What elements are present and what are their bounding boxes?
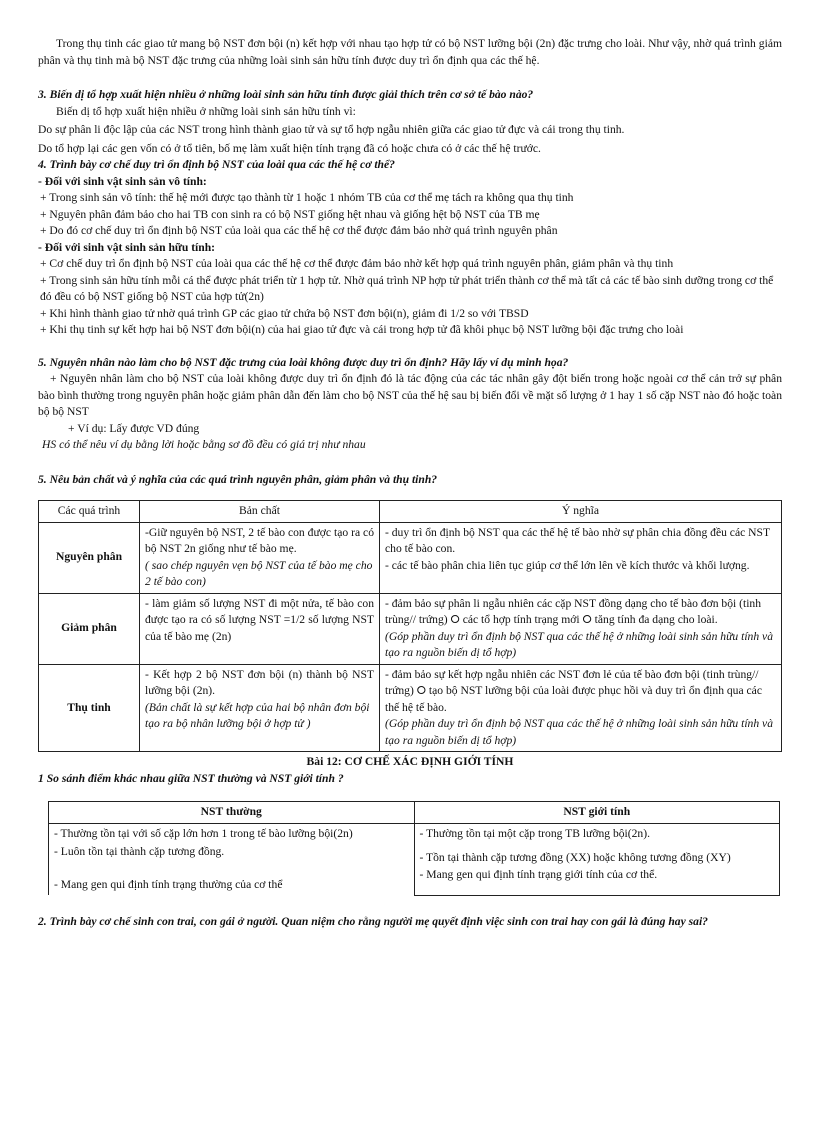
header-essence: Bản chất <box>140 501 380 523</box>
header-sex-chromosome: NST giới tính <box>414 802 780 824</box>
intro-paragraph: Trong thụ tinh các giao tử mang bộ NST đơn bội (n) kết hợp với nhau tạo hợp tử có bộ NST lưỡng bội (2n) đặc trưng cho loài. Như vậy, nhờ quá trình giảm phân và thụ tinh mà bộ NST đặc trưng của những loài sinh sản hữu tính được duy trì ổn định qua các thế hệ. <box>38 37 782 67</box>
q4-title: 4. Trình bày cơ chế duy trì ổn định bộ NST của loài qua các thế hệ cơ thể? <box>38 158 395 171</box>
process-essence <box>140 593 380 664</box>
q3-title: 3. Biến dị tổ hợp xuất hiện nhiều ở những loài sinh sản hữu tính được giải thích trên cơ sở tế bào nào? <box>38 88 534 101</box>
essence-note: ( sao chép nguyên vẹn bộ NST của tế bào mẹ cho 2 tế bào con) <box>145 558 373 588</box>
process-meaning <box>380 593 782 664</box>
process-essence <box>140 522 380 593</box>
q4-asexual-item: + Nguyên phân đảm bảo cho hai TB con sinh ra có bộ NST giống hệt nhau và giống hệt bộ NST của TB mẹ <box>40 207 540 221</box>
sex-chromosome-cell: - Thường tồn tại một cặp trong TB lưỡng bội(2n). <box>419 826 650 840</box>
sex-chromosome-cell: - Tồn tại thành cặp tương đồng (XX) hoặc không tương đồng (XY) <box>419 851 731 864</box>
essence-text: -Giữ nguyên bộ NST, 2 tế bào con được tạo ra có bộ NST 2n giống như tế bào mẹ. <box>145 525 374 555</box>
lesson-q1: 1 So sánh điểm khác nhau giữa NST thường và NST giới tính ? <box>38 771 344 785</box>
lesson-title: Bài 12: CƠ CHẾ XÁC ĐỊNH GIỚI TÍNH <box>306 755 514 768</box>
q5b-title: 5. Nêu bản chất và ý nghĩa của các quá trình nguyên phân, giảm phân và thụ tinh? <box>38 472 438 486</box>
meaning-text: - đảm bảo sự kết hợp ngẫu nhiên các NST đơn lẻ của tế bào đơn bội (tinh trùng// trứng) ⭘ tạo bộ NST lưỡng bội của loài được phục hồi và duy trì ổn định qua các thế hệ tế bào. <box>385 667 762 714</box>
meaning-text: - đảm bảo sự phân li ngẫu nhiên các cặp NST đồng dạng cho tế bào đơn bội (tinh trùng// trứng) ⭘ các tổ hợp tính trạng mới ⭘ tăng tính đa dạng cho loài. <box>385 596 762 626</box>
q3-item: Do sự phân li độc lập của các NST trong hình thành giao tử và sự tổ hợp ngẫu nhiên giữa các giao tử đực và cái trong thụ tinh. <box>38 123 625 136</box>
essence-note: (Bản chất là sự kết hợp của hai bộ nhân đơn bội tạo ra bộ nhân lưỡng bội ở hợp tử ) <box>145 700 370 730</box>
autosome-cell: - Luôn tồn tại thành cặp tương đồng. <box>54 845 225 858</box>
q4-sexual-item: + Khi hình thành giao tử nhờ quá trình GP các giao tử chứa bộ NST đơn bội(n), giảm đi 1/2 so với TBSD <box>40 306 529 320</box>
essence-text: - Kết hợp 2 bộ NST đơn bội (n) thành bộ NST lưỡng bội (2n). <box>145 667 374 697</box>
header-process: Các quá trình <box>39 501 140 523</box>
q5a-title: 5. Nguyên nhân nào làm cho bộ NST đặc trưng của loài không được duy trì ổn định? Hãy lấy ví dụ minh họa? <box>38 355 569 369</box>
process-name: Giảm phân <box>39 593 140 664</box>
nst-comparison-table <box>48 801 780 896</box>
table-row <box>39 522 782 593</box>
table-row <box>39 664 782 752</box>
meaning-note: (Góp phần duy trì ổn định bộ NST qua các thế hệ ở những loài sinh sản hữu tính và tạo ra nguồn biến dị tổ hợp) <box>385 629 773 659</box>
document-page <box>38 36 782 930</box>
q4-sexual-item: + Trong sinh sản hữu tính mỗi cá thể được phát triển từ 1 hợp tử. Nhờ quá trình NP hợp tử phát triển thành cơ thể mà tất cả các tế bào sinh dưỡng trong cơ thể đó đều có bộ NST giống bộ NST của hợp tử(2n) <box>40 273 774 303</box>
q4-asexual-item: + Do đó cơ chế duy trì ổn định bộ NST của loài qua các thế hệ cơ thể được đảm bảo nhờ quá trình nguyên phân <box>40 224 558 237</box>
table-header-row <box>49 802 780 824</box>
table-row <box>49 823 780 895</box>
autosome-cell: - Thường tồn tại với số cặp lớn hơn 1 trong tế bào lưỡng bội(2n) <box>54 826 353 840</box>
process-name: Nguyên phân <box>39 522 140 593</box>
q4-asexual-heading: - Đối với sinh vật sinh sản vô tính: <box>38 174 207 188</box>
header-meaning: Ý nghĩa <box>380 501 782 523</box>
table-row <box>39 593 782 664</box>
autosome-cell: - Mang gen qui định tính trạng thường của cơ thể <box>54 877 283 891</box>
table-header-row <box>39 501 782 523</box>
lesson-q2: 2. Trình bày cơ chế sinh con trai, con gái ở người. Quan niệm cho rằng người mẹ quyết định việc sinh con trai hay con gái là đúng hay sai? <box>38 914 708 928</box>
q5a-example: + Ví dụ: Lấy được VD đúng <box>68 421 200 435</box>
meaning-note: (Góp phần duy trì ổn định bộ NST qua các thế hệ ở những loài sinh sản hữu tính và tạo ra nguồn biến dị tổ hợp) <box>385 717 773 747</box>
q3-item: Do tổ hợp lại các gen vốn có ở tổ tiên, bố mẹ làm xuất hiện tính trạng đã có hoặc chưa có ở các thế hệ trước. <box>38 141 541 155</box>
q4-asexual-item: + Trong sinh sản vô tính: thế hệ mới được tạo thành từ 1 hoặc 1 nhóm TB của cơ thể mẹ tách ra không qua thụ tinh <box>40 191 574 204</box>
processes-table <box>38 500 782 752</box>
sex-chromosome-cell: - Mang gen qui định tính trạng giới tính của cơ thể. <box>419 867 658 881</box>
q4-sexual-item: + Cơ chế duy trì ổn định bộ NST của loài qua các thế hệ cơ thể được đảm bảo nhờ kết hợp quá trình nguyên phân, giảm phân và thụ tinh <box>40 257 674 270</box>
header-autosome: NST thường <box>49 802 415 824</box>
meaning-text: - duy trì ổn định bộ NST qua các thế hệ tế bào nhờ sự phân chia đồng đều các NST cho tế bào con. - các tế bào phân chia liên tục giúp cơ thể lớn lên về kích thước và khối lượng. <box>385 525 770 572</box>
q3-lead: Biến dị tổ hợp xuất hiện nhiều ở những loài sinh sản hữu tính vì: <box>56 104 356 118</box>
q5a-note: HS có thể nêu ví dụ bằng lời hoặc bằng sơ đồ đều có giá trị như nhau <box>42 438 366 451</box>
essence-text: - làm giảm số lượng NST đi một nửa, tế bào con được tạo ra có số lượng NST =1/2 số lượng NST của tế bào mẹ (2n) <box>145 596 374 643</box>
q5a-cause: + Nguyên nhân làm cho bộ NST của loài không được duy trì ổn định đó là tác động của các tác nhân gây đột biến trong hoặc ngoài cơ thể cản trở sự phân bào bình thường trong nguyên phân hoặc giảm phân dẫn đến làm cho bộ NST của thế hệ sau bị biến đổi về mặt số lượng ở 1 hay 1 số cặp NST nào đó hoặc toàn bộ bộ NST <box>38 372 782 418</box>
q4-sexual-item: + Khi thụ tinh sự kết hợp hai bộ NST đơn bội(n) của hai giao tử đực và cái trong hợp tử đã khôi phục bộ NST lưỡng bội đặc trưng cho loài <box>40 323 684 336</box>
process-essence <box>140 664 380 752</box>
process-name: Thụ tinh <box>39 664 140 752</box>
process-meaning <box>380 664 782 752</box>
process-meaning <box>380 522 782 593</box>
q4-sexual-heading: - Đối với sinh vật sinh sản hữu tính: <box>38 240 216 254</box>
